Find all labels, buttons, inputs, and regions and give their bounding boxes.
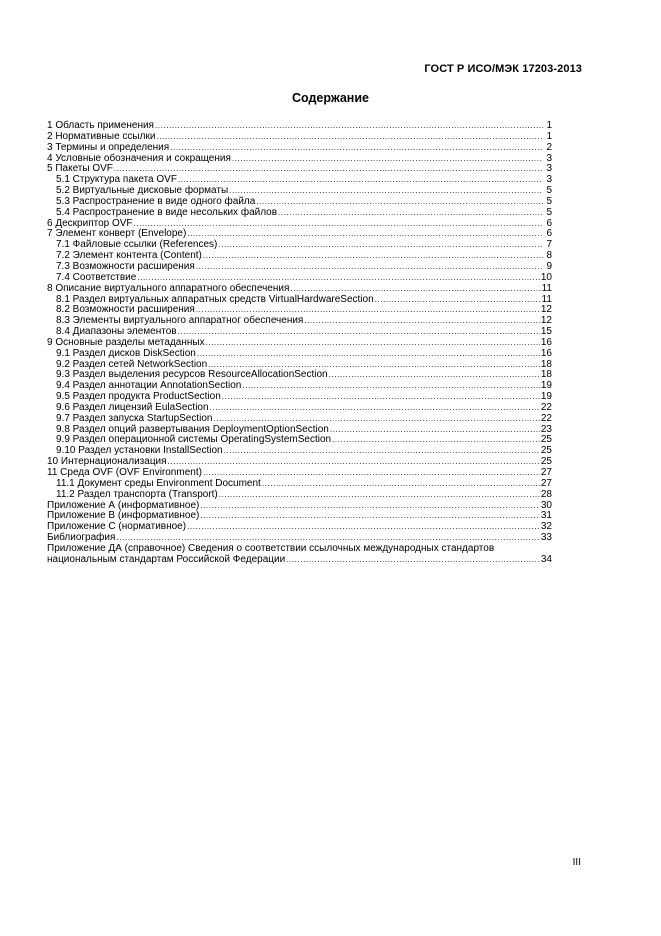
toc-entry-title: 2 Нормативные ссылки: [47, 130, 156, 142]
toc-leader-dots: [219, 490, 540, 501]
toc-entry[interactable]: [47, 284, 552, 295]
toc-entry-page: 27: [540, 477, 552, 489]
toc-leader-dots: [330, 425, 540, 436]
toc-entry-page: 10: [540, 271, 552, 283]
toc-entry-page: 22: [540, 412, 552, 424]
toc-entry-page: 22: [540, 401, 552, 413]
toc-entry-title: 9.8 Раздел опций развертывания DeploymentOptionSection: [56, 423, 329, 435]
toc-entry-title-line2: национальным стандартам Российской Федерации: [47, 553, 286, 565]
toc-entry-title: 9.1 Раздел дисков DiskSection: [56, 347, 196, 359]
toc-leader-dots: [304, 316, 540, 327]
toc-entry-title-line1: Приложение ДА (справочное) Сведения о соответствии ссылочных международных стандартов: [47, 542, 495, 554]
toc-leader-dots: [262, 479, 540, 490]
toc-entry-page: 5: [546, 185, 552, 197]
toc-leader-dots: [210, 403, 540, 414]
toc-entry-title: 8.3 Элементы виртуального аппаратног обеспечения: [56, 315, 304, 327]
toc-leader-dots: [155, 121, 543, 132]
toc-entry-title: 5.1 Структура пакета OVF: [56, 174, 177, 186]
toc-leader-dots: [170, 143, 543, 154]
toc-entry-title: 4 Условные обозначения и сокращения: [47, 152, 231, 164]
toc-entry-title: 9.7 Раздел запуска StartupSection: [56, 412, 213, 424]
toc-entry-page: 11: [541, 282, 552, 294]
toc-entry-page: 23: [540, 423, 552, 435]
toc-leader-dots: [232, 154, 543, 165]
toc-leader-dots: [222, 392, 540, 403]
toc-entry-title: 9.10 Раздел установки InstallSection: [56, 445, 223, 457]
toc-entry-title: 11.1 Документ среды Environment Document: [56, 477, 261, 489]
toc-entry[interactable]: [47, 414, 552, 425]
toc-entry-page: 25: [540, 445, 552, 457]
toc-entry-page: 12: [540, 304, 552, 316]
toc-entry-title: 7.4 Соответствие: [56, 271, 137, 283]
toc-entry-title: 5.4 Распространение в виде несольких файлов: [56, 206, 278, 218]
toc-entry-title: 5.3 Распространение в виде одного файла: [56, 195, 256, 207]
page-title: Содержание: [291, 91, 369, 105]
toc-entry-title: 8.1 Раздел виртуальных аппаратных средств VirtualHardwareSection: [56, 293, 374, 305]
toc-entry-title: 1 Область применения: [47, 120, 154, 131]
toc-entry-title: 11 Среда OVF (OVF Environment): [47, 467, 202, 478]
toc-leader-dots: [218, 240, 543, 251]
toc-leader-dots: [375, 295, 541, 306]
toc-entry[interactable]: [47, 490, 552, 501]
toc-leader-dots: [242, 381, 540, 392]
toc-entry-page: 27: [540, 467, 552, 478]
toc-entry-page: 3: [546, 174, 552, 186]
toc-entry[interactable]: [47, 154, 552, 165]
toc-entry-page: 2: [546, 141, 552, 153]
toc-entry-title: 9.2 Раздел сетей NetworkSection: [56, 358, 208, 370]
toc-entry-page: 16: [540, 336, 552, 348]
toc-entry-page: 11: [541, 293, 552, 305]
toc-leader-dots: [329, 370, 540, 381]
toc-entry-title: 9.5 Раздел продукта ProductSection: [56, 391, 221, 403]
toc-entry-page: 3: [546, 152, 552, 164]
toc-leader-dots: [178, 175, 543, 186]
toc-entry-title: 8.2 Возможности расширения: [56, 304, 195, 316]
table-of-contents: [47, 121, 552, 566]
toc-entry-page: 6: [546, 228, 552, 240]
toc-entry-title: Приложение А (информативное): [47, 499, 200, 511]
toc-entry-page: 28: [540, 488, 552, 500]
toc-entry-title: 10 Интернационализация: [47, 456, 167, 468]
page-number: III: [572, 857, 581, 868]
toc-entry-page: 25: [540, 456, 552, 468]
toc-entry-page: 5: [546, 195, 552, 207]
toc-entry-title: 6 Дескриптор OVF: [47, 217, 133, 229]
toc-entry-title: Приложение В (информативное): [47, 510, 200, 522]
toc-leader-dots: [286, 555, 540, 566]
toc-entry-page: 3: [546, 163, 552, 175]
toc-entry-title: 11.2 Раздел транспорта (Transport): [56, 488, 218, 500]
toc-entry-title: 5 Пакеты OVF: [47, 163, 113, 175]
toc-entry-page: 12: [540, 315, 552, 327]
toc-entry-page: 25: [540, 434, 552, 446]
toc-entry-appendix-da[interactable]: [47, 544, 552, 566]
toc-leader-dots: [187, 522, 540, 533]
toc-entry-title: 5.2 Виртуальные дисковые форматы: [56, 185, 229, 197]
toc-entry-page: 33: [540, 532, 552, 544]
toc-entry-page: 5: [546, 206, 552, 218]
toc-leader-dots: [224, 446, 540, 457]
toc-leader-dots: [332, 435, 540, 446]
toc-entry-title: 3 Термины и определения: [47, 141, 170, 153]
toc-entry-title: 9.6 Раздел лицензий EulaSection: [56, 401, 209, 413]
toc-leader-dots: [200, 511, 540, 522]
toc-entry-page: 16: [540, 347, 552, 359]
toc-entry-title: Приложение С (нормативное): [47, 521, 187, 533]
toc-entry-title: 8 Описание виртуального аппаратного обеспечения: [47, 282, 290, 294]
toc-entry-page: 34: [540, 553, 552, 565]
toc-leader-dots: [278, 208, 543, 219]
toc-leader-dots: [206, 338, 540, 349]
toc-entry-page: 19: [540, 380, 552, 392]
toc-leader-dots: [196, 262, 543, 273]
toc-entry[interactable]: [47, 143, 552, 154]
toc-entry-page: 32: [540, 521, 552, 533]
toc-entry-line2: [47, 555, 552, 566]
toc-entry-page: 6: [546, 217, 552, 229]
toc-entry-page: 18: [540, 358, 552, 370]
toc-leader-dots: [156, 132, 543, 143]
toc-entry-page: 30: [540, 499, 552, 511]
toc-leader-dots: [203, 251, 543, 262]
toc-leader-dots: [256, 197, 543, 208]
toc-leader-dots: [214, 414, 540, 425]
toc-entry-page: 19: [540, 391, 552, 403]
toc-leader-dots: [178, 327, 540, 338]
toc-entry[interactable]: [47, 349, 552, 360]
toc-leader-dots: [114, 164, 543, 175]
toc-entry-title: 7 Элемент конверт (Envelope): [47, 228, 187, 240]
toc-entry-page: 7: [546, 239, 552, 251]
toc-entry-title: 9.3 Раздел выделения ресурсов ResourceAllocationSection: [56, 369, 328, 381]
toc-leader-dots: [187, 229, 543, 240]
toc-leader-dots: [197, 349, 540, 360]
toc-leader-dots: [290, 284, 540, 295]
toc-leader-dots: [168, 457, 540, 468]
toc-entry-title: Библиография: [47, 532, 116, 544]
toc-entry-title: 7.3 Возможности расширения: [56, 260, 195, 272]
toc-entry-page: 15: [540, 326, 552, 338]
toc-entry-page: 8: [546, 250, 552, 262]
toc-leader-dots: [134, 219, 543, 230]
toc-entry[interactable]: [47, 522, 552, 533]
toc-entry-title: 7.1 Файловые ссылки (References): [56, 239, 218, 251]
toc-entry-page: 1: [546, 120, 552, 131]
toc-entry-title: 7.2 Элемент контента (Content): [56, 250, 202, 262]
toc-entry-page: 31: [540, 510, 552, 522]
document-standard-header: ГОСТ Р ИСО/МЭК 17203-2013: [424, 63, 582, 75]
toc-entry-title: 9 Основные разделы метаданных: [47, 336, 205, 348]
toc-leader-dots: [229, 186, 543, 197]
toc-entry-page: 1: [546, 130, 552, 142]
toc-entry-page: 18: [540, 369, 552, 381]
toc-entry-title: 8.4 Диапазоны элементов: [56, 326, 177, 338]
toc-entry-page: 9: [546, 260, 552, 272]
toc-entry-title: 9.4 Раздел аннотации AnnotationSection: [56, 380, 242, 392]
toc-entry-title: 9.9 Раздел операционной системы OperatingSystemSection: [56, 434, 332, 446]
toc-entry[interactable]: [47, 208, 552, 219]
toc-leader-dots: [200, 501, 540, 512]
